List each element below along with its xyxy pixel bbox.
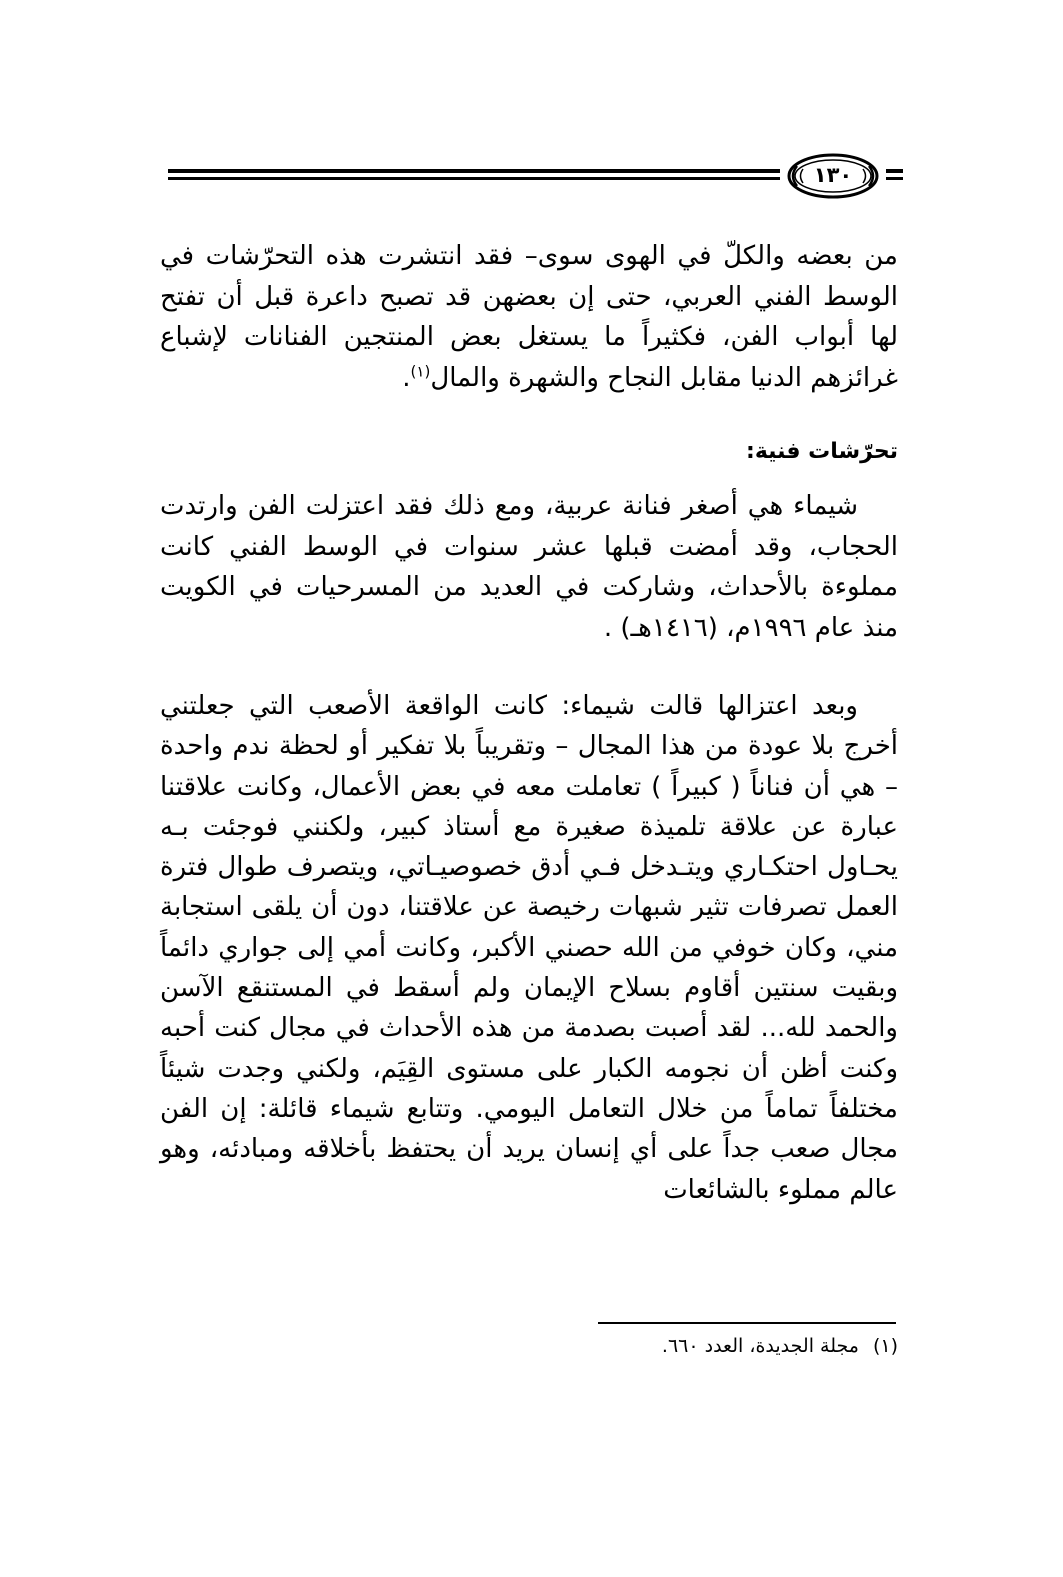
- header-short-rule: [886, 169, 903, 183]
- footnote: [420, 1331, 898, 1361]
- footnote-text: مجلة الجديدة، العدد ٦٦٠.: [661, 1335, 859, 1357]
- paragraph-1-end: .: [402, 362, 411, 393]
- section-heading: تحرّشات فنية:: [746, 439, 898, 464]
- footnote-number: (١): [872, 1335, 898, 1357]
- page-number: ١٣٠: [813, 163, 853, 187]
- paragraph-1-text: من بعضه والكلّ في الهوى سوى– فقد انتشرت هذه التحرّشات في الوسط الفني العربي، حتى إن بعضهن قد تصبح داعرة قبل أن تفتح لها أبواب الفن، فكثيراً ما يستغل بعض المنتجين الفنانات لإشباع غرائزهم الدنيا مقابل النجاح والشهرة والمال: [160, 241, 898, 393]
- paragraph-3: وبعد اعتزالها قالت شيماء: كانت الواقعة الأصعب التي جعلتني أخرج بلا عودة من هذا المجال – وتقريباً بلا تفكير أو لحظة ندم واحدة – هي أن فناناً ( كبيراً ) تعاملت معه في بعض الأعمال، وكانت علاقتنا عبارة عن علاقة تلميذة صغيرة مع أستاذ كبير، ولكنني فوجئت بـه يحـاول احتكـاري ويتـدخل فـي أدق خصوصيـاتي، ويتصرف طوال فترة العمل تصرفات تثير شبهات رخيصة عن علاقتنا، دون أن يلقى استجابة مني، وكان خوفي من الله حصني الأكبر، وكانت أمي إلى جواري دائماً وبقيت سنتين أقاوم بسلاح الإيمان ولم أسقط في المستنقع الآسن والحمد لله... لقد أصبت بصدمة من هذه الأحداث في مجال كنت أحبه وكنت أظن أن نجومه الكبار على مستوى القِيَم، ولكني وجدت شيئاً مختلفاً تماماً من خلال التعامل اليومي. وتتابع شيماء قائلة: إن الفن مجال صعب جداً على أي إنسان يريد أن يحتفظ بأخلاقه ومبادئه، وهو عالم مملوء بالشائعات: [160, 691, 898, 1205]
- footnote-reference[interactable]: (١): [410, 361, 431, 380]
- header-double-rule: [168, 169, 780, 183]
- footnote-separator: [598, 1322, 896, 1324]
- page-header: [168, 152, 903, 200]
- page-number-ornament: [783, 152, 883, 200]
- paragraph-2: شيماء هي أصغر فنانة عربية، ومع ذلك فقد اعتزلت الفن وارتدت الحجاب، وقد أمضت قبلها عشر سنوات في الوسط الفني كانت مملوءة بالأحداث، وشاركت في العديد من المسرحيات في الكويت منذ عام ١٩٩٦م، (١٤١٦هـ) .: [160, 491, 898, 643]
- paragraph-1: [160, 236, 898, 398]
